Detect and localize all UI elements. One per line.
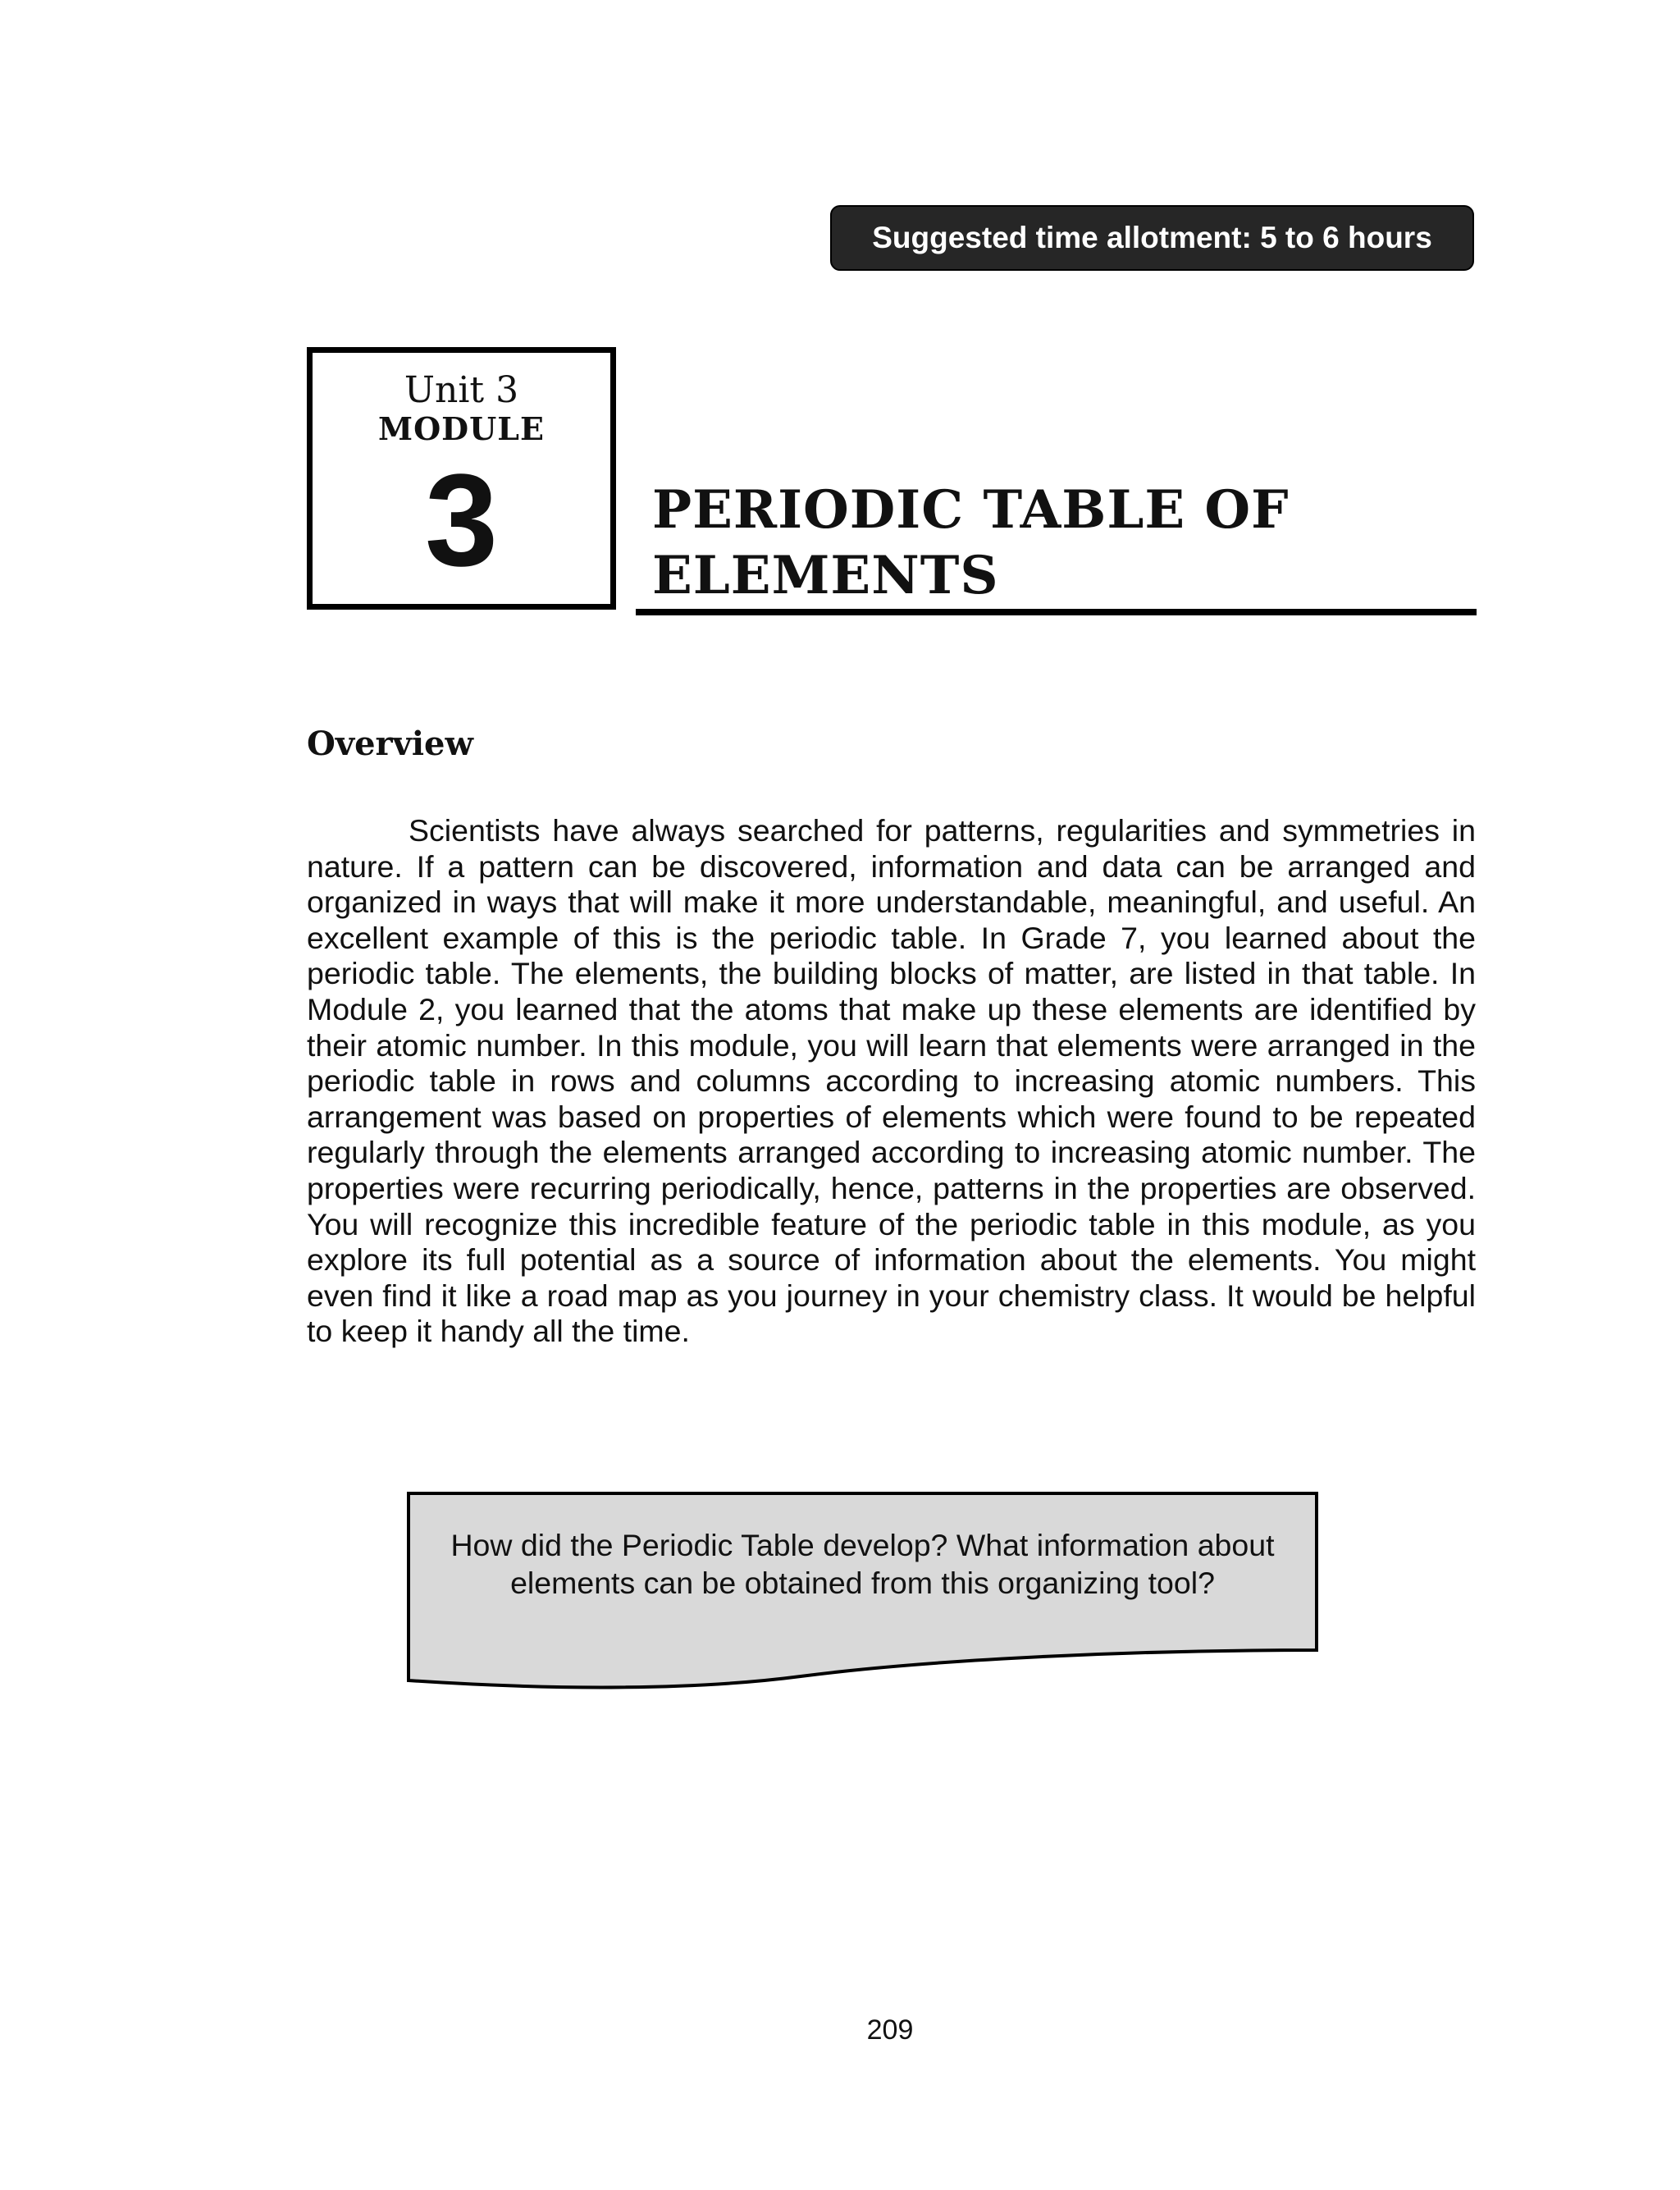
time-allotment-text: Suggested time allotment: 5 to 6 hours	[872, 221, 1432, 254]
module-number: 3	[425, 446, 498, 593]
guide-question-box	[407, 1492, 1318, 1694]
module-title: PERIODIC TABLE OF ELEMENTS	[652, 479, 1290, 606]
module-label: MODULE	[378, 410, 545, 447]
page-number: 209	[866, 2014, 914, 2046]
overview-heading: Overview	[307, 725, 473, 763]
module-number-box	[307, 347, 616, 610]
unit-label: Unit 3	[404, 369, 519, 411]
guide-question-text: How did the Periodic Table develop? What information about elements can be obtained from this organizing tool?	[450, 1528, 1275, 1600]
overview-paragraph: Scientists have always searched for patterns, regularities and symmetries in nature. If a pattern can be discovered, information and data can be arranged and organized in ways that will make it more understandable, meaningful, and useful. An excellent example of this is the periodic table. In Grade 7, you learned about the periodic table. The elements, the building blocks of matter, are listed in that table. In Module 2, you learned that the atoms that make up these elements are identified by their atomic number. In this module, you will learn that elements were arranged in the periodic table in rows and columns according to increasing atomic numbers. This arrangement was based on properties of elements which were found to be repeated regularly through the elements arranged according to increasing atomic number. The properties were recurring periodically, hence, patterns in the properties are observed. You will recognize this incredible feature of the periodic table in this module, as you explore its full potential as a source of information about the elements. You might even find it like a road map as you journey in your chemistry class. It would be helpful to keep it handy all the time.	[307, 813, 1476, 1349]
title-underline	[636, 609, 1477, 615]
time-allotment-badge	[830, 205, 1474, 271]
